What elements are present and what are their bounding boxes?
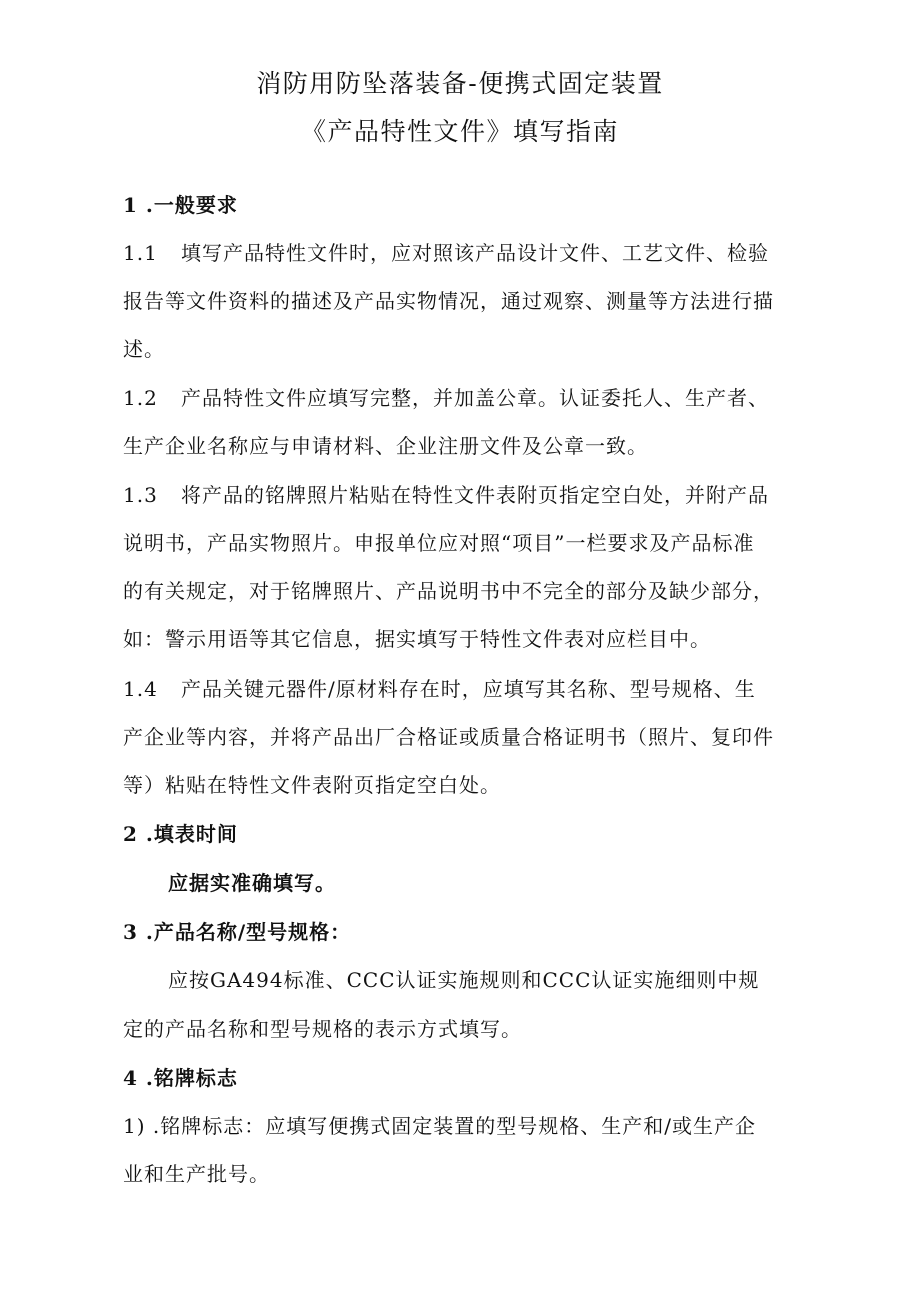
item-1-1-first-line xyxy=(123,238,769,268)
document-title-line1: 消防用防坠落装备-便携式固定装置 xyxy=(256,69,664,98)
item-1-3-first-line xyxy=(123,480,769,510)
paragraph-text: 报告等文件资料的描述及产品实物情况，通过观察、测量等方法进行描 xyxy=(123,289,774,313)
item-number: 1.2 xyxy=(123,386,158,410)
item-1-2-first-line xyxy=(123,383,769,413)
paragraph-text: 1) .铭牌标志：应填写便携式固定装置的型号规格、生产和/或生产企 xyxy=(123,1114,756,1138)
item-1-4-first-line xyxy=(123,674,756,704)
section2-text: 应据实准确填写。 xyxy=(168,871,336,895)
paragraph-text: 说明书，产品实物照片。申报单位应对照“项目”一栏要求及产品标准 xyxy=(123,531,755,555)
paragraph-text: 产品特性文件应填写完整，并加盖公章。认证委托人、生产者、 xyxy=(181,386,769,410)
paragraph-text: 生产企业名称应与申请材料、企业注册文件及公章一致。 xyxy=(123,434,648,458)
section2-heading: 2 .填表时间 xyxy=(123,822,238,846)
item-number: 1.3 xyxy=(123,483,158,507)
paragraph-text: 填写产品特性文件时，应对照该产品设计文件、工艺文件、检验 xyxy=(181,241,769,265)
paragraph-text: 业和生产批号。 xyxy=(123,1162,270,1186)
paragraph-text: 应按GA494标准、CCC认证实施规则和CCC认证实施细则中规 xyxy=(168,968,760,992)
paragraph-text: 如：警示用语等其它信息，据实填写于特性文件表对应栏目中。 xyxy=(123,627,711,651)
section1-heading: 1 .一般要求 xyxy=(123,193,238,217)
paragraph-text: 将产品的铭牌照片粘贴在特性文件表附页指定空白处，并附产品 xyxy=(181,483,769,507)
paragraph-text: 等）粘贴在特性文件表附页指定空白处。 xyxy=(123,773,501,797)
paragraph-text: 产企业等内容，并将产品出厂合格证或质量合格证明书（照片、复印件 xyxy=(123,725,774,749)
document-title-line2: 《产品特性文件》填写指南 xyxy=(300,117,619,146)
paragraph-text: 述。 xyxy=(123,337,165,361)
section3-heading: 3 .产品名称/型号规格： xyxy=(123,920,352,944)
paragraph-text: 的有关规定，对于铭牌照片、产品说明书中不完全的部分及缺少部分， xyxy=(123,579,774,603)
item-number: 1.4 xyxy=(123,677,158,701)
section4-heading: 4 .铭牌标志 xyxy=(123,1066,238,1090)
paragraph-text: 定的产品名称和型号规格的表示方式填写。 xyxy=(123,1017,522,1041)
paragraph-text: 产品关键元器件/原材料存在时，应填写其名称、型号规格、生 xyxy=(181,677,756,701)
item-number: 1.1 xyxy=(123,241,158,265)
